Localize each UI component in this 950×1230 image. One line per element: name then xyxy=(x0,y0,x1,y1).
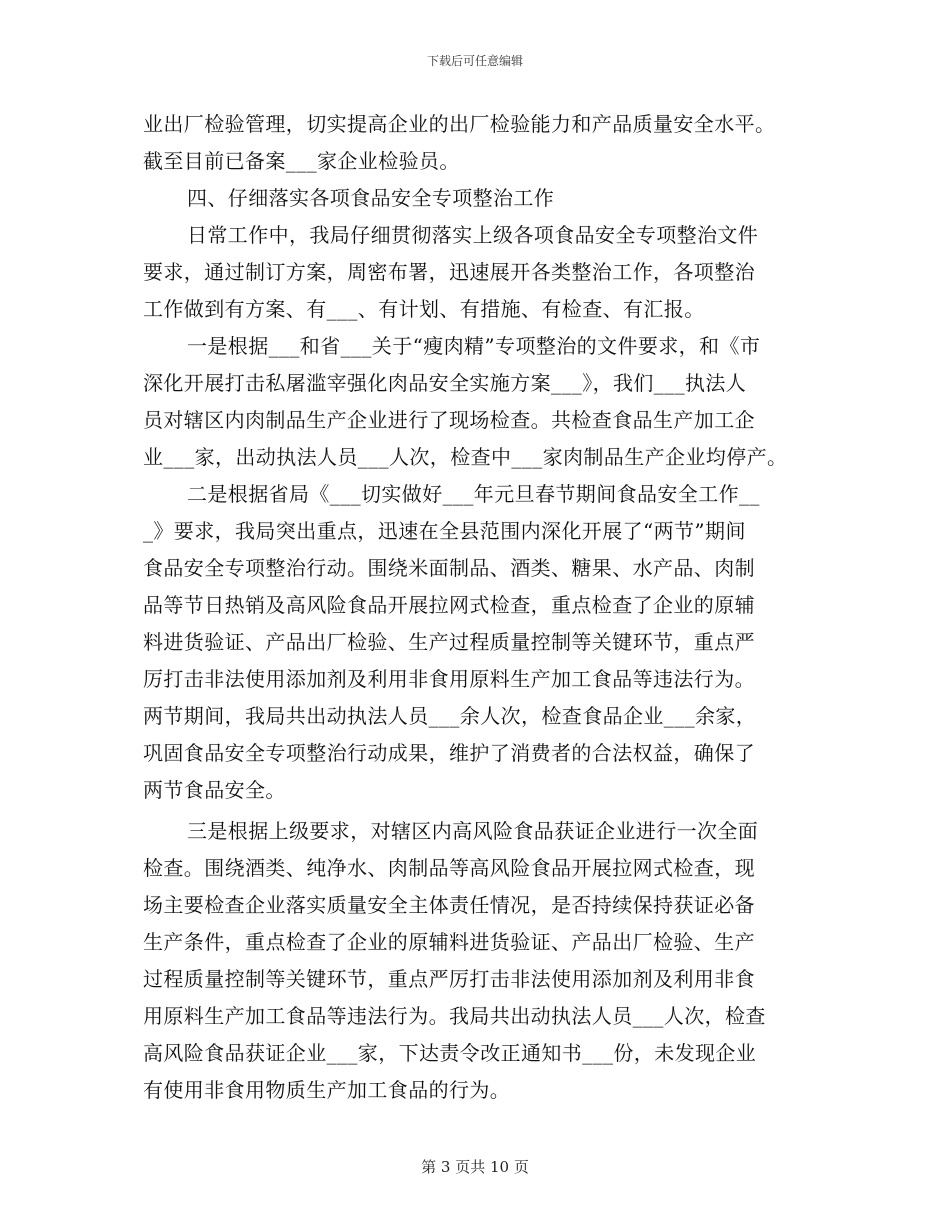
text-line: 过程质量控制等关键环节，重点严厉打击非法使用添加剂及利用非食 xyxy=(143,967,755,991)
text-line: _》要求，我局突出重点，迅速在全县范围内深化开展了“两节”期间 xyxy=(143,519,746,543)
text-line: 日常工作中，我局仔细贯彻落实上级各项食品安全专项整治文件 xyxy=(187,223,759,247)
text-line: 场主要检查企业落实质量安全主体责任情况，是否持续保持获证必备 xyxy=(143,893,755,917)
text-line: 品等节日热销及高风险食品开展拉网式检查，重点检查了企业的原辅 xyxy=(143,593,755,617)
text-line: 有使用非食用物质生产加工食品的行为。 xyxy=(143,1078,511,1102)
text-line: 巩固食品安全专项整治行动成果，维护了消费者的合法权益，确保了 xyxy=(143,741,755,765)
text-line: 生产条件，重点检查了企业的原辅料进货验证、产品出厂检验、生产 xyxy=(143,930,755,954)
text-line: 截至目前已备案___家企业检验员。 xyxy=(143,149,460,173)
text-line: 三是根据上级要求，对辖区内高风险食品获证企业进行一次全面 xyxy=(187,819,759,843)
text-line: 食品安全专项整治行动。围绕米面制品、酒类、糖果、水产品、肉制 xyxy=(143,556,755,580)
document-body xyxy=(143,106,823,1109)
text-line: 要求，通过制订方案，周密布署，迅速展开各类整治工作，各项整治 xyxy=(143,260,755,284)
text-line: 工作做到有方案、有___、有计划、有措施、有检查、有汇报。 xyxy=(143,297,705,321)
text-line: 一是根据___和省___关于“瘦肉精”专项整治的文件要求，和《市 xyxy=(187,334,761,358)
text-line: 四、仔细落实各项食品安全专项整治工作 xyxy=(187,186,555,210)
text-line: 厉打击非法使用添加剂及利用非食用原料生产加工食品等违法行为。 xyxy=(143,667,755,691)
text-line: 料进货验证、产品出厂检验、生产过程质量控制等关键环节，重点严 xyxy=(143,630,755,654)
page-footer: 第 3 页共 10 页 xyxy=(421,1158,529,1176)
text-line: 检查。围绕酒类、纯净水、肉制品等高风险食品开展拉网式检查，现 xyxy=(143,856,755,880)
text-line: 高风险食品获证企业___家，下达责令改正通知书___份，未发现企业 xyxy=(143,1041,757,1065)
text-line: 二是根据省局《___切实做好___年元旦春节期间食品安全工作__ xyxy=(187,482,760,506)
text-line: 业___家，出动执法人员___人次，检查中___家肉制品生产企业均停产。 xyxy=(143,445,788,469)
text-line: 两节期间，我局共出动执法人员___余人次，检查食品企业___余家， xyxy=(143,704,757,728)
text-line: 深化开展打击私屠滥宰强化肉品安全实施方案___》，我们___执法人 xyxy=(143,371,747,395)
text-line: 员对辖区内肉制品生产企业进行了现场检查。共检查食品生产加工企 xyxy=(143,408,755,432)
page-header: 下载后可任意编辑 xyxy=(426,54,523,68)
text-line: 两节食品安全。 xyxy=(143,778,286,802)
text-line: 用原料生产加工食品等违法行为。我局共出动执法人员___人次，检查 xyxy=(143,1004,766,1028)
text-line: 业出厂检验管理，切实提高企业的出厂检验能力和产品质量安全水平。 xyxy=(143,112,776,136)
